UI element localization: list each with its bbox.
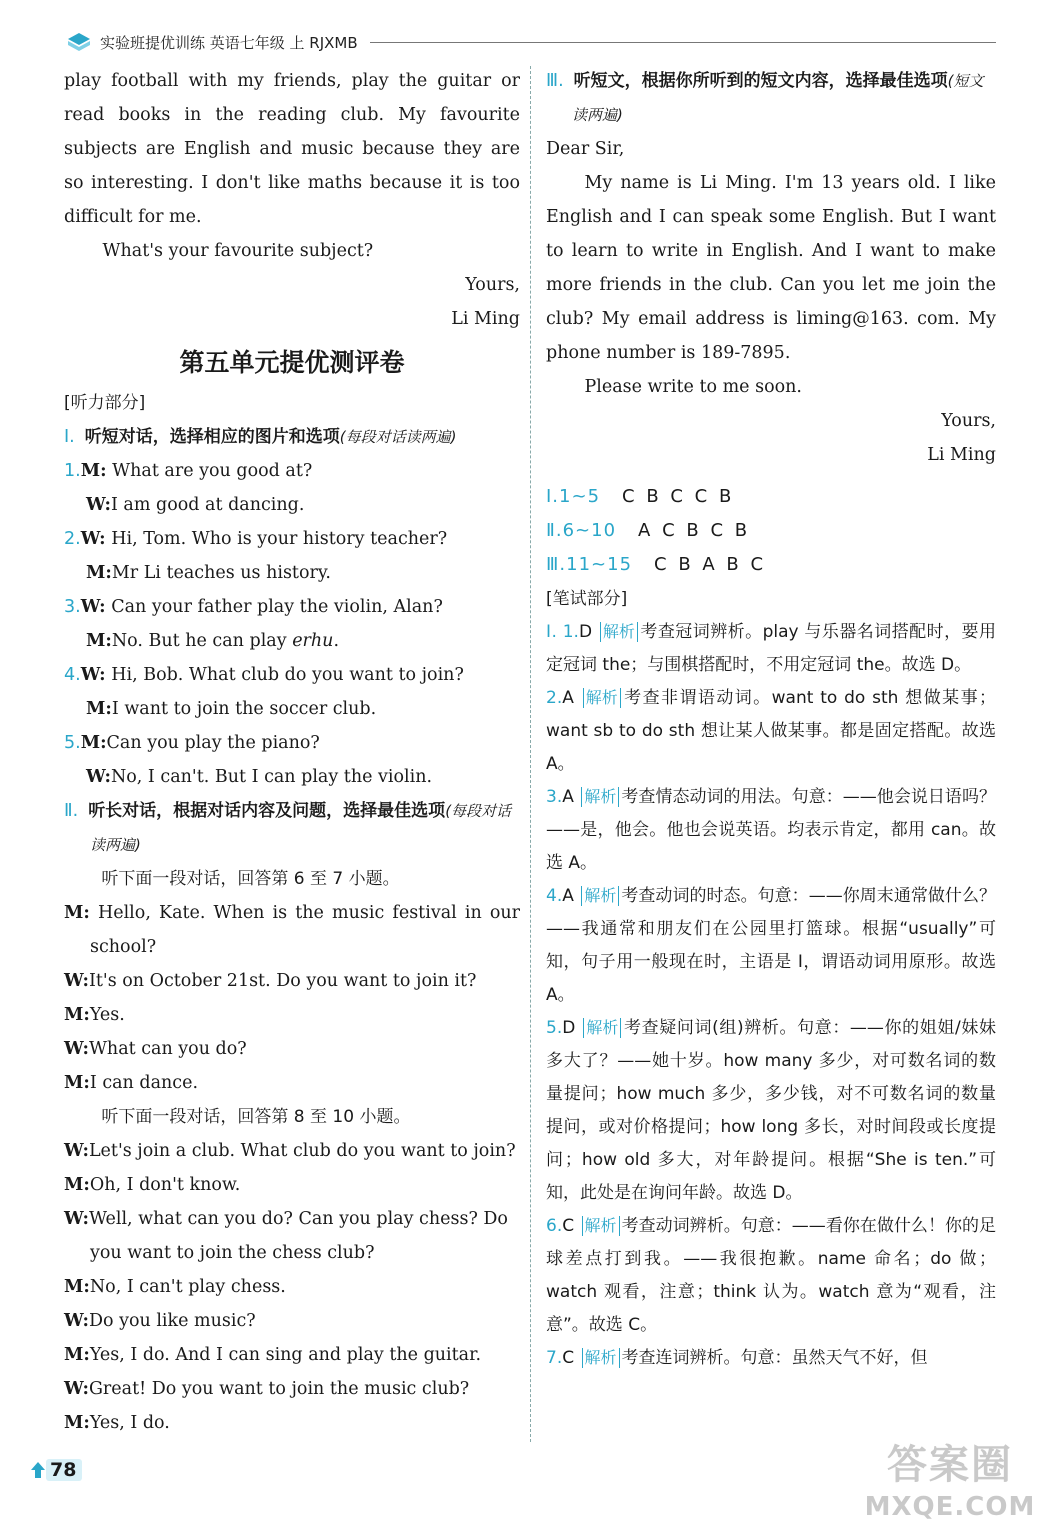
page-number-badge: [30, 1456, 88, 1484]
conversation-line: [64, 1338, 520, 1372]
analysis-tag: 解析: [581, 787, 619, 807]
conversation-1: [64, 896, 520, 1100]
explanation-item: [546, 1012, 996, 1210]
conversation-line: [64, 1202, 520, 1270]
explanation-text: 考查连词辨析。句意：虽然天气不好，但: [621, 1348, 928, 1368]
speaker: M:: [64, 1413, 90, 1433]
dialog-text: Can you play the piano?: [106, 733, 320, 753]
book-logo-icon: [66, 31, 92, 53]
speaker: M:: [86, 631, 112, 651]
conversation-line: [64, 964, 520, 998]
page-number: 78: [46, 1459, 82, 1481]
passage-body: My name is Li Ming. I'm 13 years old. I like English and I can speak some English. But I want to learn to write in English. And I want to make more friends in the club. Can you let me join the club? My email address is liming@163. com. My phone number is 189-7895.: [546, 173, 996, 363]
watermark-logo-text: 答案圈: [887, 1442, 1013, 1488]
explanation-number: 3.: [546, 787, 563, 807]
speaker: M:: [80, 733, 107, 753]
explanations: [546, 616, 996, 1375]
speaker: W:: [64, 1039, 89, 1059]
analysis-tag: 解析: [583, 1018, 621, 1038]
letter-signature: Li Ming: [451, 309, 520, 329]
header-title: 实验班提优训练 英语七年级 上 RJXMB: [100, 33, 358, 52]
passage-greeting: Dear Sir,: [546, 139, 625, 159]
conversation-line: [64, 1032, 520, 1066]
line-text: Yes, I do. And I can sing and play the guitar.: [89, 1345, 482, 1365]
answer-line: [546, 514, 996, 548]
dialog-3-line-b: [64, 624, 520, 658]
conversation-line: [64, 1066, 520, 1100]
answer-range: 6~10: [562, 520, 617, 541]
line-text: Do you like music?: [88, 1311, 256, 1331]
passage-closing-line: Please write to me soon.: [584, 377, 802, 397]
line-text: Yes.: [89, 1005, 125, 1025]
speaker: W:: [86, 495, 111, 515]
speaker: W:: [80, 665, 106, 685]
dialog-text: No, I can't. But I can play the violin.: [110, 767, 433, 787]
answer-range: 11~15: [566, 554, 633, 575]
right-column: [546, 64, 996, 1375]
speaker: W:: [80, 597, 106, 617]
dialog-1-line-b: [64, 488, 520, 522]
explanation-number: 4.: [546, 886, 563, 906]
answer-roman: Ⅱ.: [546, 520, 563, 541]
answer-roman: Ⅰ.: [546, 486, 560, 507]
dialog-text: Hi, Bob. What club do you want to join?: [111, 665, 464, 685]
letter-question: What's your favourite subject?: [102, 241, 374, 261]
explanation-number: 7.: [546, 1348, 563, 1368]
line-text: No, I can't play chess.: [89, 1277, 286, 1297]
part3-heading: [546, 64, 996, 132]
explanation-answer: D: [562, 1018, 576, 1038]
conversation-line: [64, 1270, 520, 1304]
part1-roman: Ⅰ.: [64, 427, 75, 447]
speaker: M:: [64, 1277, 90, 1297]
explanation-answer: A: [562, 787, 574, 807]
explanation-answer: C: [562, 1348, 575, 1368]
listening-answers: [546, 480, 996, 582]
explanation-text: 考查情态动词的用法。句意：——他会说日语吗？——是，他会。他也会说英语。均表示肯定，都用 can。故选 A。: [546, 787, 996, 873]
listening-section-label: [听力部分]: [64, 393, 146, 413]
dialog-text: I am good at dancing.: [110, 495, 305, 515]
speaker: M:: [64, 1345, 90, 1365]
answer-line: [546, 480, 996, 514]
line-text: Hello, Kate. When is the music festival in our school?: [90, 903, 520, 957]
explanation-roman: Ⅰ.: [546, 622, 557, 642]
running-header: [66, 30, 996, 54]
answer-roman: Ⅲ.: [546, 554, 567, 575]
speaker: W:: [64, 971, 89, 991]
unit-title: 第五单元提优测评卷: [179, 348, 405, 377]
line-text: I can dance.: [89, 1073, 199, 1093]
speaker: M:: [64, 1073, 90, 1093]
watermark: [862, 1440, 1038, 1534]
explanation-number: 1.: [562, 622, 579, 642]
explanation-number: 5.: [546, 1018, 563, 1038]
passage-yours: Yours,: [941, 411, 996, 431]
letter-paragraph: play football with my friends, play the guitar or read books in the reading club. My favourite subjects are English and music because they are so interesting. I don't like maths because it is too difficult for me.: [64, 71, 520, 227]
line-text: Yes, I do.: [89, 1413, 170, 1433]
speaker: W:: [80, 529, 106, 549]
explanation-item: [546, 616, 996, 682]
part1-note: (每段对话读两遍): [339, 428, 457, 446]
speaker: M:: [64, 903, 90, 923]
conversation-line: [64, 1168, 520, 1202]
line-text: It's on October 21st. Do you want to join it?: [88, 971, 477, 991]
speaker: W:: [64, 1209, 89, 1229]
explanation-text: 考查非谓语动词。want to do sth 想做某事；want sb to do sth 想让某人做某事。都是固定搭配。故选 A。: [546, 688, 996, 774]
explanation-item: [546, 1210, 996, 1342]
explanation-text: 考查动词辨析。句意：——看你在做什么！你的足球差点打到我。——我很抱歉。name 命名；do 做；watch 观看，注意；think 认为。watch 意为“观看，注意”。故选 C。: [546, 1216, 997, 1335]
dialog-text: .: [333, 631, 340, 651]
dialog-text: Hi, Tom. Who is your history teacher?: [111, 529, 448, 549]
line-text: Let's join a club. What club do you want to join?: [88, 1141, 516, 1161]
line-text: Well, what can you do? Can you play chess? Do you want to join the chess club?: [88, 1209, 508, 1263]
part1-heading: [64, 420, 520, 454]
conversation-line: [64, 1304, 520, 1338]
line-text: Oh, I don't know.: [89, 1175, 241, 1195]
part3-note: (短文读两遍): [572, 72, 984, 124]
speaker: W:: [64, 1311, 89, 1331]
dialog-4-line-b: [64, 692, 520, 726]
answer-line: [546, 548, 996, 582]
explanation-answer: A: [562, 886, 574, 906]
conversation-line: [64, 998, 520, 1032]
part2-roman: Ⅱ.: [64, 801, 79, 821]
dialog-text: No. But he can play: [111, 631, 293, 651]
explanation-text: 考查疑问词(组)辨析。句意：——你的姐姐/妹妹多大了？——她十岁。how many 多少，对可数名词的数量提问；how much 多少，多少钱，对不可数名词的数量提问，或对价格提问；how long 多长，对时间段或长度提问；how old 多大，对年龄提问。根据“She is ten.”可知，此处是在询问年龄。故选 D。: [546, 1018, 996, 1203]
dialog-2-line-a: [64, 522, 520, 556]
speaker: W:: [64, 1379, 89, 1399]
dialog-text: Can your father play the violin, Alan?: [111, 597, 443, 617]
speaker: W:: [64, 1141, 89, 1161]
dialog-5-line-a: [64, 726, 520, 760]
left-column: [64, 64, 520, 1440]
answer-values: C B C C B: [622, 486, 735, 507]
answer-values: C B A B C: [654, 554, 767, 575]
dialog-number: 3.: [64, 597, 81, 617]
dialog-number: 5.: [64, 733, 81, 753]
dialog-3-line-a: [64, 590, 520, 624]
speaker: M:: [86, 563, 112, 583]
part1-text: 听短对话，选择相应的图片和选项: [84, 427, 340, 447]
watermark-url: MXQE.COM: [864, 1492, 1036, 1522]
conversation-line: [64, 1406, 520, 1440]
explanation-number: 6.: [546, 1216, 563, 1236]
header-rule: [370, 42, 996, 43]
speaker: M:: [64, 1005, 90, 1025]
analysis-tag: 解析: [600, 622, 638, 642]
analysis-tag: 解析: [581, 886, 619, 906]
part3-text: 听短文，根据你所听到的短文内容，选择最佳选项: [573, 71, 948, 91]
explanation-number: 2.: [546, 688, 563, 708]
part3-roman: Ⅲ.: [546, 71, 564, 91]
part2-note: (每段对话读两遍): [90, 802, 512, 854]
conversation-line: [64, 896, 520, 964]
letter-closing: Yours,: [465, 275, 520, 295]
passage-signature: Li Ming: [927, 445, 996, 465]
conversation-line: [64, 1134, 520, 1168]
dialog-2-line-b: [64, 556, 520, 590]
analysis-tag: 解析: [582, 1348, 620, 1368]
dialog-text: What are you good at?: [112, 461, 313, 481]
written-section-label: [笔试部分]: [546, 589, 628, 609]
conversation-2-intro: 听下面一段对话，回答第 8 至 10 小题。: [101, 1107, 411, 1127]
speaker: M:: [80, 461, 107, 481]
speaker: W:: [86, 767, 111, 787]
conversation-2: [64, 1134, 520, 1440]
explanation-item: [546, 880, 996, 1012]
conversation-1-intro: 听下面一段对话，回答第 6 至 7 小题。: [101, 869, 400, 889]
part2-text: 听长对话，根据对话内容及问题，选择最佳选项: [88, 801, 446, 821]
up-arrow-icon: [30, 1461, 46, 1479]
dialog-text: I want to join the soccer club.: [111, 699, 377, 719]
dialog-text: Mr Li teaches us history.: [111, 563, 331, 583]
line-text: What can you do?: [88, 1039, 247, 1059]
answer-range: 1~5: [559, 486, 601, 507]
short-dialogs: [64, 454, 520, 794]
dialog-4-line-a: [64, 658, 520, 692]
analysis-tag: 解析: [583, 688, 621, 708]
explanation-item: [546, 682, 996, 781]
answer-values: A C B C B: [638, 520, 751, 541]
explanation-text: 考查冠词辨析。play 与乐器名词搭配时，要用定冠词 the；与围棋搭配时，不用定冠词 the。故选 D。: [546, 622, 996, 675]
dialog-1-line-a: [64, 454, 520, 488]
explanation-item: [546, 1342, 996, 1375]
explanation-text: 考查动词的时态。句意：——你周末通常做什么？——我通常和朋友们在公园里打篮球。根据“usually”可知，句子用一般现在时，主语是 I，谓语动词用原形。故选 A。: [546, 886, 996, 1005]
part2-heading: [64, 794, 520, 862]
speaker: M:: [86, 699, 112, 719]
dialog-number: 2.: [64, 529, 81, 549]
dialog-5-line-b: [64, 760, 520, 794]
line-text: Great! Do you want to join the music club?: [88, 1379, 470, 1399]
explanation-answer: A: [562, 688, 574, 708]
analysis-tag: 解析: [582, 1216, 620, 1236]
dialog-italic-word: erhu: [292, 631, 334, 651]
explanation-answer: D: [578, 622, 593, 642]
speaker: M:: [64, 1175, 90, 1195]
dialog-number: 4.: [64, 665, 81, 685]
column-divider: [530, 66, 531, 1442]
explanation-answer: C: [562, 1216, 575, 1236]
dialog-number: 1.: [64, 461, 81, 481]
explanation-item: [546, 781, 996, 880]
conversation-line: [64, 1372, 520, 1406]
